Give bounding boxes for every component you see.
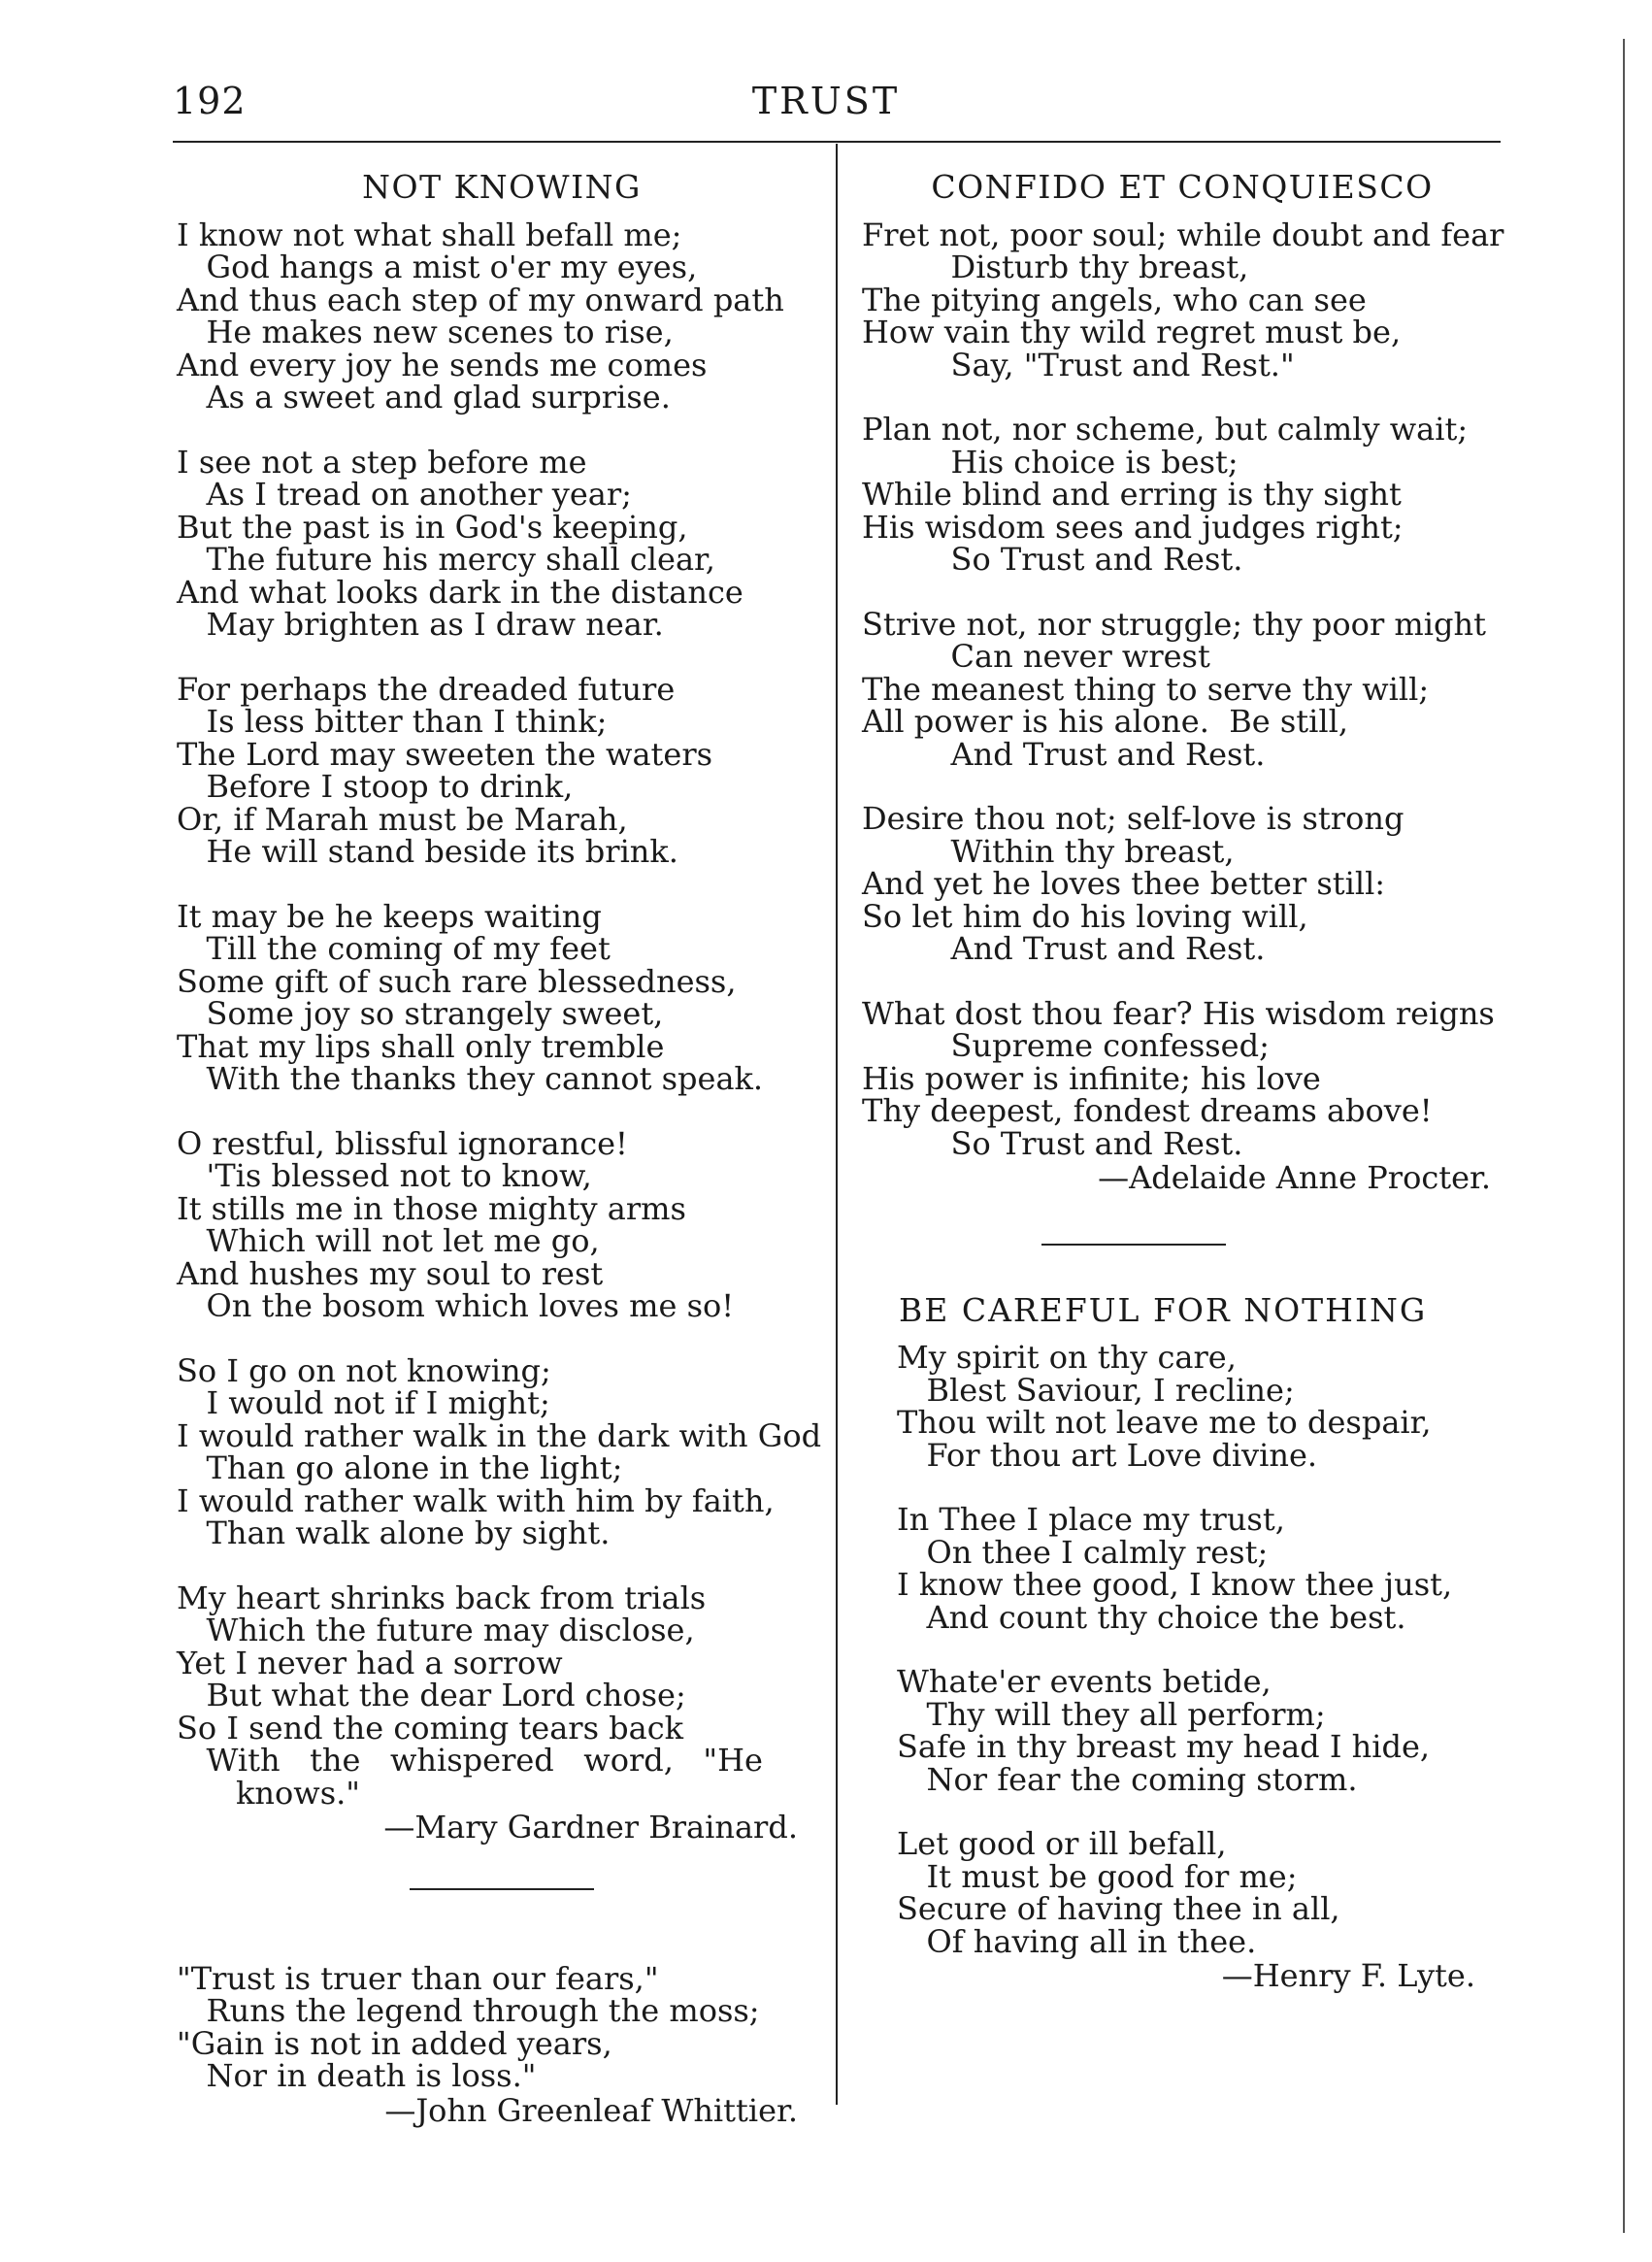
verse-line: Nor in death is loss." [177, 2057, 537, 2094]
verse-line: So Trust and Rest. [862, 1124, 1243, 1162]
verse-line: I would rather walk with him by faith, [177, 1481, 775, 1519]
poem-title-confido: CONFIDO ET CONQUIESCO [931, 168, 1434, 206]
verse-line: 'Tis blessed not to know, [177, 1157, 592, 1194]
verse-line: As I tread on another year; [177, 476, 632, 513]
stanza [862, 800, 1503, 967]
verse-line: Supreme confessed; [862, 1027, 1270, 1064]
verse-line: My heart shrinks back from trials [177, 1579, 707, 1616]
poem-attribution: —John Greenleaf Whittier. [384, 2091, 798, 2129]
verse-line: His choice is best; [862, 443, 1239, 481]
verse-line: As a sweet and glad surprise. [177, 379, 671, 416]
verse-line: Whate'er events betide, [897, 1663, 1272, 1700]
verse-line: Some joy so strangely sweet, [177, 995, 664, 1032]
verse-line: knows." [177, 1774, 360, 1812]
stanza [177, 443, 827, 643]
verse-line: Runs the legend through the moss; [177, 1992, 760, 2029]
poem-confido [862, 216, 1504, 1162]
section-divider [1041, 1244, 1226, 1246]
verse-line: That my lips shall only tremble [177, 1027, 665, 1065]
verse-line: Is less bitter than I think; [177, 703, 608, 740]
verse-line: He makes new scenes to rise, [177, 314, 674, 350]
verse-line: But what the dear Lord chose; [177, 1677, 686, 1713]
verse-line: I know thee good, I know thee just, [897, 1566, 1453, 1603]
verse-line: In Thee I place my trust, [897, 1501, 1285, 1538]
verse-line: And thus each step of my onward path [177, 281, 784, 318]
stanza [897, 1501, 1503, 1636]
verse-line: And count thy choice the best. [897, 1598, 1406, 1636]
verse-line: Strive not, nor struggle; thy poor might [862, 605, 1486, 643]
verse-line: For perhaps the dreaded future [177, 670, 676, 708]
verse-line: "Gain is not in added years, [177, 2024, 612, 2062]
stanza [862, 411, 1503, 578]
stanza [177, 897, 827, 1097]
verse-line: His wisdom sees and judges right; [862, 508, 1404, 546]
verse-line: Than walk alone by sight. [177, 1514, 611, 1551]
verse-line: On the bosom which loves me so! [177, 1287, 735, 1324]
verse-line: The future his mercy shall clear, [177, 541, 715, 578]
verse-line: I know not what shall befall me; [177, 216, 682, 253]
verse-line: So let him do his loving will, [862, 897, 1308, 935]
stanza [897, 1339, 1503, 1474]
verse-line: Let good or ill befall, [897, 1825, 1227, 1862]
verse-line: But the past is in God's keeping, [177, 508, 688, 546]
verse-line: Yet I never had a sorrow [177, 1644, 563, 1681]
verse-line: And Trust and Rest. [862, 735, 1266, 773]
verse-line: Can never wrest [862, 638, 1210, 675]
verse-line: Which will not let me go, [177, 1222, 600, 1259]
stanza [177, 1579, 827, 1812]
verse-line: With the thanks they cannot speak. [177, 1060, 764, 1097]
verse-line: So Trust and Rest. [862, 541, 1243, 578]
verse-line: Thy will they all perform; [897, 1695, 1326, 1733]
stanza [897, 1825, 1503, 1960]
verse-line: Before I stoop to drink, [177, 768, 574, 805]
verse-line: And Trust and Rest. [862, 930, 1266, 967]
verse-line: My spirit on thy care, [897, 1339, 1237, 1376]
poem-attribution: —Adelaide Anne Procter. [1098, 1159, 1491, 1196]
verse-line: Blest Saviour, I recline; [897, 1371, 1295, 1409]
page-number: 192 [173, 80, 247, 122]
verse-line: May brighten as I draw near. [177, 606, 664, 643]
verse-line: Which the future may disclose, [177, 1612, 695, 1648]
stanza [897, 1663, 1503, 1798]
verse-line: And hushes my soul to rest [177, 1254, 604, 1292]
stanza [862, 994, 1503, 1162]
verse-line: For thou art Love divine. [897, 1436, 1318, 1474]
verse-line: The pitying angels, who can see [862, 281, 1367, 318]
poem-attribution: —Henry F. Lyte. [1221, 1957, 1475, 1994]
verse-line: All power is his alone. Be still, [862, 703, 1348, 740]
verse-line: He will stand beside its brink. [177, 833, 678, 870]
verse-line: So I send the coming tears back [177, 1709, 684, 1746]
verse-line: I see not a step before me [177, 443, 587, 481]
running-title: TRUST [751, 80, 901, 122]
poem-whittier [177, 1959, 827, 2094]
verse-line: So I go on not knowing; [177, 1351, 551, 1389]
verse-line: Of having all in thee. [897, 1922, 1257, 1960]
verse-line: With the whispered word, "He [177, 1742, 763, 1779]
verse-line: "Trust is truer than our fears," [177, 1959, 659, 1997]
verse-line: Or, if Marah must be Marah, [177, 800, 628, 838]
verse-line: Disturb thy breast, [862, 249, 1249, 285]
verse-line: And every joy he sends me comes [177, 346, 708, 383]
verse-line: Thy deepest, fondest dreams above! [862, 1092, 1433, 1129]
page-edge-line [1623, 39, 1625, 2233]
verse-line: Nor fear the coming storm. [897, 1760, 1358, 1798]
verse-line: And what looks dark in the distance [177, 573, 743, 611]
stanza [177, 1351, 827, 1551]
verse-line: And yet he loves thee better still: [862, 865, 1386, 902]
verse-line: On thee I calmly rest; [897, 1533, 1269, 1571]
verse-line: God hangs a mist o'er my eyes, [177, 249, 698, 285]
right-column [862, 168, 1504, 1994]
verse-line: What dost thou fear? His wisdom reigns [862, 994, 1495, 1032]
header-rule [173, 141, 1501, 143]
verse-line: I would not if I might; [177, 1384, 550, 1421]
column-divider [836, 144, 838, 2105]
stanza [177, 1124, 827, 1324]
verse-line: Say, "Trust and Rest." [862, 346, 1295, 383]
verse-line: Desire thou not; self-love is strong [862, 800, 1404, 837]
left-column [177, 168, 827, 2129]
verse-line: O restful, blissful ignorance! [177, 1124, 628, 1162]
verse-line: It must be good for me; [897, 1857, 1298, 1895]
verse-line: Some gift of such rare blessedness, [177, 962, 737, 1000]
poem-attribution: —Mary Gardner Brainard. [383, 1809, 798, 1846]
poem-not-knowing [177, 216, 827, 1812]
verse-line: How vain thy wild regret must be, [862, 314, 1402, 350]
verse-line: Till the coming of my feet [177, 930, 611, 967]
verse-line: While blind and erring is thy sight [862, 476, 1402, 513]
verse-line: Within thy breast, [862, 832, 1235, 870]
verse-line: Thou wilt not leave me to despair, [897, 1404, 1432, 1441]
stanza [177, 216, 827, 416]
poem-title-not-knowing: NOT KNOWING [362, 168, 642, 206]
stanza [862, 605, 1503, 773]
verse-line: His power is infinite; his love [862, 1059, 1321, 1097]
section-divider [410, 1888, 594, 1890]
verse-line: Safe in thy breast my head I hide, [897, 1728, 1431, 1765]
verse-line: It may be he keeps waiting [177, 897, 602, 935]
verse-line: Than go alone in the light; [177, 1449, 623, 1486]
verse-line: I would rather walk in the dark with God [177, 1416, 822, 1454]
poem-be-careful [862, 1339, 1503, 1960]
verse-line: The Lord may sweeten the waters [177, 735, 713, 773]
stanza [177, 670, 827, 870]
poem-title-be-careful: BE CAREFUL FOR NOTHING [899, 1290, 1428, 1329]
verse-line: Fret not, poor soul; while doubt and fear [862, 216, 1504, 253]
verse-line: Plan not, nor scheme, but calmly wait; [862, 411, 1469, 448]
verse-line: It stills me in those mighty arms [177, 1189, 686, 1227]
verse-line: The meanest thing to serve thy will; [862, 670, 1430, 708]
stanza [862, 216, 1504, 383]
verse-line: Secure of having thee in all, [897, 1890, 1340, 1927]
